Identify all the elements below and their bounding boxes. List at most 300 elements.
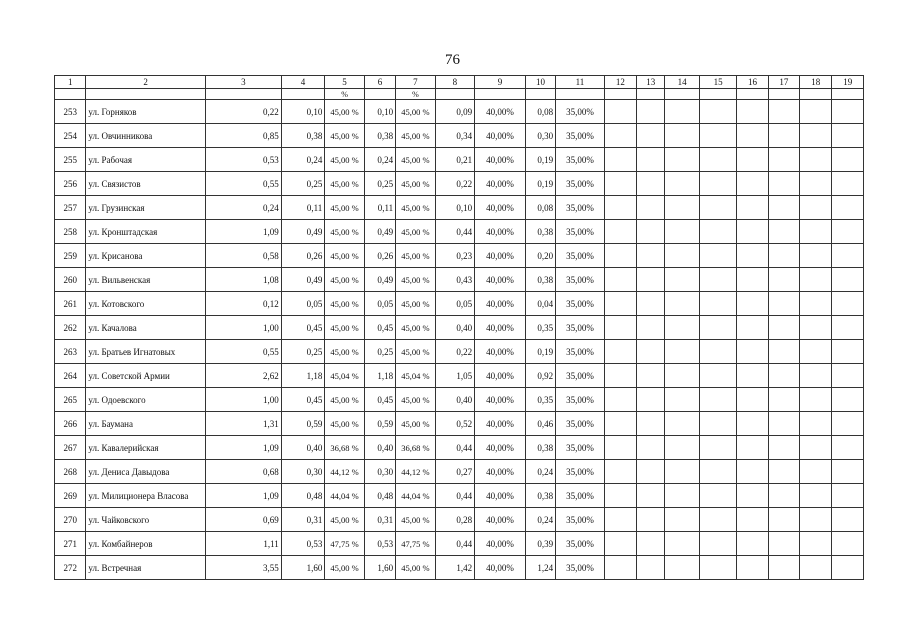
percent-cell: 45,00 %: [325, 172, 364, 196]
percent-cell: 40,00%: [475, 556, 526, 580]
empty-cell: [604, 460, 636, 484]
value-cell: 0,25: [281, 172, 325, 196]
value-cell: 0,04: [525, 292, 555, 316]
value-cell: 0,53: [205, 148, 281, 172]
street-name: ул. Одоевского: [86, 388, 205, 412]
percent-cell: 45,00 %: [325, 148, 364, 172]
street-name: ул. Котовского: [86, 292, 205, 316]
street-name: ул. Дениса Давыдова: [86, 460, 205, 484]
percent-cell: 45,00 %: [396, 508, 435, 532]
table-row: [55, 556, 864, 580]
empty-cell: [604, 100, 636, 124]
percent-cell: 40,00%: [475, 124, 526, 148]
empty-cell: [832, 460, 864, 484]
table-row: [55, 124, 864, 148]
empty-cell: [832, 388, 864, 412]
empty-cell: [665, 244, 699, 268]
empty-cell: [699, 532, 736, 556]
empty-cell: [768, 484, 799, 508]
percent-cell: 45,04 %: [396, 364, 435, 388]
value-cell: 0,49: [364, 220, 395, 244]
value-cell: 1,11: [205, 532, 281, 556]
column-header: 14: [665, 76, 699, 89]
table-row: [55, 316, 864, 340]
value-cell: 1,60: [364, 556, 395, 580]
empty-cell: [800, 556, 832, 580]
empty-cell: [665, 124, 699, 148]
value-cell: 0,45: [281, 388, 325, 412]
empty-cell: [737, 460, 768, 484]
empty-cell: [768, 388, 799, 412]
value-cell: 0,24: [525, 460, 555, 484]
value-cell: 0,24: [364, 148, 395, 172]
empty-cell: [637, 484, 665, 508]
percent-cell: 47,75 %: [396, 532, 435, 556]
value-cell: 0,44: [435, 484, 474, 508]
value-cell: 1,31: [205, 412, 281, 436]
empty-cell: [637, 556, 665, 580]
empty-cell: [832, 436, 864, 460]
street-name: ул. Советской Армии: [86, 364, 205, 388]
percent-cell: 35,00%: [556, 220, 605, 244]
empty-cell: [737, 532, 768, 556]
empty-cell: [665, 292, 699, 316]
percent-cell: 35,00%: [556, 412, 605, 436]
value-cell: 0,58: [205, 244, 281, 268]
value-cell: 0,43: [435, 268, 474, 292]
empty-cell: [768, 172, 799, 196]
column-header: 3: [205, 76, 281, 89]
column-header: 4: [281, 76, 325, 89]
table-row: [55, 148, 864, 172]
value-cell: 0,44: [435, 436, 474, 460]
percent-cell: 40,00%: [475, 532, 526, 556]
value-cell: 0,08: [525, 100, 555, 124]
value-cell: 0,45: [281, 316, 325, 340]
street-name: ул. Крисанова: [86, 244, 205, 268]
empty-cell: [665, 268, 699, 292]
column-header: 9: [475, 76, 526, 89]
value-cell: 1,42: [435, 556, 474, 580]
empty-cell: [737, 388, 768, 412]
column-header: 5: [325, 76, 364, 89]
empty-cell: [699, 172, 736, 196]
empty-cell: [800, 292, 832, 316]
value-cell: 0,21: [435, 148, 474, 172]
percent-cell: 45,00 %: [396, 268, 435, 292]
empty-cell: [665, 460, 699, 484]
empty-cell: [665, 340, 699, 364]
percent-cell: 45,00 %: [325, 340, 364, 364]
percent-cell: 45,00 %: [396, 388, 435, 412]
empty-cell: [832, 556, 864, 580]
empty-cell: [665, 364, 699, 388]
row-number: 257: [55, 196, 86, 220]
empty-cell: [699, 388, 736, 412]
value-cell: 0,19: [525, 172, 555, 196]
empty-cell: [637, 508, 665, 532]
table-row: [55, 220, 864, 244]
empty-cell: [665, 412, 699, 436]
table-row: [55, 508, 864, 532]
value-cell: 0,22: [205, 100, 281, 124]
value-cell: 1,00: [205, 388, 281, 412]
percent-cell: 40,00%: [475, 484, 526, 508]
empty-cell: [637, 460, 665, 484]
empty-cell: [737, 364, 768, 388]
value-cell: 0,19: [525, 148, 555, 172]
empty-cell: [832, 244, 864, 268]
percent-cell: 36,68 %: [396, 436, 435, 460]
column-header: 11: [556, 76, 605, 89]
percent-cell: 40,00%: [475, 244, 526, 268]
empty-cell: [699, 220, 736, 244]
row-number: 265: [55, 388, 86, 412]
percent-cell: 36,68 %: [325, 436, 364, 460]
row-number: 266: [55, 412, 86, 436]
empty-cell: [665, 100, 699, 124]
value-cell: 0,05: [364, 292, 395, 316]
empty-cell: [832, 412, 864, 436]
empty-cell: [604, 532, 636, 556]
value-cell: 0,53: [364, 532, 395, 556]
percent-cell: 45,00 %: [325, 412, 364, 436]
percent-cell: 45,00 %: [325, 316, 364, 340]
empty-cell: [800, 412, 832, 436]
empty-cell: [768, 532, 799, 556]
percent-cell: 35,00%: [556, 532, 605, 556]
empty-cell: [832, 268, 864, 292]
street-name: ул. Овчинникова: [86, 124, 205, 148]
value-cell: 0,48: [281, 484, 325, 508]
empty-cell: [737, 268, 768, 292]
value-cell: 0,10: [281, 100, 325, 124]
value-cell: 0,19: [525, 340, 555, 364]
empty-cell: [637, 220, 665, 244]
column-header: 15: [699, 76, 736, 89]
column-header: 17: [768, 76, 799, 89]
empty-cell: [604, 124, 636, 148]
empty-cell: [699, 556, 736, 580]
empty-cell: [699, 436, 736, 460]
value-cell: 0,40: [281, 436, 325, 460]
row-number: 267: [55, 436, 86, 460]
street-name: ул. Вильвенская: [86, 268, 205, 292]
street-name: ул. Братьев Игнатовых: [86, 340, 205, 364]
table-row: [55, 244, 864, 268]
value-cell: 0,49: [364, 268, 395, 292]
value-cell: 0,49: [281, 220, 325, 244]
value-cell: 1,00: [205, 316, 281, 340]
empty-cell: [832, 364, 864, 388]
empty-cell: [699, 124, 736, 148]
empty-cell: [737, 484, 768, 508]
percent-cell: 40,00%: [475, 436, 526, 460]
value-cell: 0,38: [281, 124, 325, 148]
value-cell: 0,40: [435, 316, 474, 340]
street-name: ул. Кронштадская: [86, 220, 205, 244]
value-cell: 0,11: [281, 196, 325, 220]
value-cell: 0,69: [205, 508, 281, 532]
table-row: [55, 412, 864, 436]
empty-cell: [737, 196, 768, 220]
empty-cell: [832, 124, 864, 148]
empty-cell: [768, 124, 799, 148]
empty-cell: [665, 172, 699, 196]
empty-cell: [737, 220, 768, 244]
row-number: 261: [55, 292, 86, 316]
value-cell: 0,38: [525, 220, 555, 244]
column-header: 2: [86, 76, 205, 89]
empty-cell: [737, 436, 768, 460]
empty-cell: [737, 244, 768, 268]
column-header: 18: [800, 76, 832, 89]
street-name: ул. Рабочая: [86, 148, 205, 172]
table-row: [55, 436, 864, 460]
street-name: ул. Баумана: [86, 412, 205, 436]
value-cell: 1,24: [525, 556, 555, 580]
empty-cell: [604, 244, 636, 268]
empty-cell: [737, 508, 768, 532]
value-cell: 0,28: [435, 508, 474, 532]
empty-cell: [699, 340, 736, 364]
empty-cell: [832, 172, 864, 196]
value-cell: 0,44: [435, 532, 474, 556]
percent-cell: 45,00 %: [325, 268, 364, 292]
value-cell: 0,38: [525, 268, 555, 292]
value-cell: 0,34: [435, 124, 474, 148]
value-cell: 0,59: [281, 412, 325, 436]
empty-cell: [604, 268, 636, 292]
percent-cell: 45,00 %: [325, 388, 364, 412]
empty-cell: [665, 148, 699, 172]
percent-cell: 35,00%: [556, 172, 605, 196]
table-row: [55, 268, 864, 292]
empty-cell: [768, 244, 799, 268]
empty-cell: [832, 508, 864, 532]
street-name: ул. Связистов: [86, 172, 205, 196]
value-cell: 0,11: [364, 196, 395, 220]
empty-cell: [665, 436, 699, 460]
value-cell: 1,60: [281, 556, 325, 580]
value-cell: 0,05: [281, 292, 325, 316]
empty-cell: [604, 316, 636, 340]
value-cell: 1,09: [205, 484, 281, 508]
percent-cell: 45,00 %: [325, 196, 364, 220]
percent-cell: 45,00 %: [396, 340, 435, 364]
row-number: 253: [55, 100, 86, 124]
value-cell: 0,25: [364, 172, 395, 196]
percent-cell: 40,00%: [475, 148, 526, 172]
percent-cell: 45,04 %: [325, 364, 364, 388]
empty-cell: [768, 412, 799, 436]
value-cell: 0,05: [435, 292, 474, 316]
empty-cell: [768, 436, 799, 460]
percent-cell: 40,00%: [475, 340, 526, 364]
percent-cell: 45,00 %: [325, 508, 364, 532]
row-number: 262: [55, 316, 86, 340]
percent-cell: 35,00%: [556, 556, 605, 580]
value-cell: 0,30: [281, 460, 325, 484]
value-cell: 0,27: [435, 460, 474, 484]
empty-cell: [832, 316, 864, 340]
percent-cell: 35,00%: [556, 316, 605, 340]
empty-cell: [637, 388, 665, 412]
empty-cell: [604, 556, 636, 580]
percent-cell: 45,00 %: [396, 316, 435, 340]
percent-cell: 35,00%: [556, 244, 605, 268]
value-cell: 0,40: [364, 436, 395, 460]
percent-cell: 45,00 %: [325, 220, 364, 244]
empty-cell: [737, 124, 768, 148]
percent-cell: 35,00%: [556, 484, 605, 508]
empty-cell: [699, 148, 736, 172]
value-cell: 0,39: [525, 532, 555, 556]
column-header: 10: [525, 76, 555, 89]
empty-cell: [737, 412, 768, 436]
empty-cell: [637, 100, 665, 124]
percent-cell: 44,04 %: [396, 484, 435, 508]
street-name: ул. Встречная: [86, 556, 205, 580]
value-cell: 0,22: [435, 340, 474, 364]
row-number: 268: [55, 460, 86, 484]
street-name: ул. Кавалерийская: [86, 436, 205, 460]
percent-cell: 35,00%: [556, 460, 605, 484]
continuation-cell: %: [396, 89, 435, 100]
value-cell: 0,46: [525, 412, 555, 436]
value-cell: 3,55: [205, 556, 281, 580]
empty-cell: [800, 172, 832, 196]
row-number: 271: [55, 532, 86, 556]
empty-cell: [768, 196, 799, 220]
value-cell: 1,18: [281, 364, 325, 388]
empty-cell: [800, 436, 832, 460]
column-header: 12: [604, 76, 636, 89]
percent-cell: 40,00%: [475, 316, 526, 340]
empty-cell: [800, 316, 832, 340]
row-number: 258: [55, 220, 86, 244]
percent-cell: 45,00 %: [396, 556, 435, 580]
percent-cell: 35,00%: [556, 148, 605, 172]
value-cell: 0,08: [525, 196, 555, 220]
empty-cell: [768, 508, 799, 532]
value-cell: 0,24: [525, 508, 555, 532]
value-cell: 0,26: [281, 244, 325, 268]
empty-cell: [768, 292, 799, 316]
row-number: 256: [55, 172, 86, 196]
percent-cell: 45,00 %: [396, 244, 435, 268]
value-cell: 0,85: [205, 124, 281, 148]
value-cell: 0,22: [435, 172, 474, 196]
empty-cell: [832, 148, 864, 172]
value-cell: 1,09: [205, 436, 281, 460]
empty-cell: [604, 196, 636, 220]
column-header: 8: [435, 76, 474, 89]
value-cell: 0,45: [364, 316, 395, 340]
value-cell: 0,92: [525, 364, 555, 388]
empty-cell: [637, 148, 665, 172]
percent-cell: 35,00%: [556, 436, 605, 460]
row-number: 255: [55, 148, 86, 172]
percent-cell: 45,00 %: [325, 124, 364, 148]
table-row: [55, 388, 864, 412]
value-cell: 0,45: [364, 388, 395, 412]
empty-cell: [800, 148, 832, 172]
column-header: 7: [396, 76, 435, 89]
value-cell: 1,09: [205, 220, 281, 244]
row-number: 264: [55, 364, 86, 388]
continuation-row: [55, 89, 864, 100]
value-cell: 0,38: [525, 484, 555, 508]
empty-cell: [768, 268, 799, 292]
empty-cell: [604, 172, 636, 196]
empty-cell: [665, 388, 699, 412]
empty-cell: [604, 364, 636, 388]
percent-cell: 35,00%: [556, 124, 605, 148]
empty-cell: [699, 268, 736, 292]
value-cell: 0,31: [364, 508, 395, 532]
percent-cell: 45,00 %: [396, 196, 435, 220]
street-name: ул. Милиционера Власова: [86, 484, 205, 508]
column-number-row: [55, 76, 864, 89]
value-cell: 0,10: [435, 196, 474, 220]
percent-cell: 40,00%: [475, 388, 526, 412]
percent-cell: 35,00%: [556, 340, 605, 364]
percent-cell: 45,00 %: [396, 220, 435, 244]
empty-cell: [665, 556, 699, 580]
percent-cell: 45,00 %: [325, 292, 364, 316]
value-cell: 1,08: [205, 268, 281, 292]
percent-cell: 45,00 %: [396, 100, 435, 124]
empty-cell: [832, 100, 864, 124]
empty-cell: [768, 460, 799, 484]
value-cell: 0,49: [281, 268, 325, 292]
empty-cell: [768, 220, 799, 244]
empty-cell: [800, 364, 832, 388]
percent-cell: 45,00 %: [325, 244, 364, 268]
empty-cell: [637, 532, 665, 556]
empty-cell: [637, 172, 665, 196]
empty-cell: [737, 340, 768, 364]
table-row: [55, 196, 864, 220]
column-header: 1: [55, 76, 86, 89]
empty-cell: [604, 388, 636, 412]
empty-cell: [737, 292, 768, 316]
value-cell: 0,31: [281, 508, 325, 532]
empty-cell: [637, 340, 665, 364]
empty-cell: [699, 484, 736, 508]
column-header: 13: [637, 76, 665, 89]
value-cell: 0,26: [364, 244, 395, 268]
street-name: ул. Чайковского: [86, 508, 205, 532]
value-cell: 0,10: [364, 100, 395, 124]
empty-cell: [637, 316, 665, 340]
empty-cell: [832, 484, 864, 508]
empty-cell: [604, 148, 636, 172]
empty-cell: [604, 508, 636, 532]
percent-cell: 35,00%: [556, 508, 605, 532]
empty-cell: [665, 484, 699, 508]
empty-cell: [699, 364, 736, 388]
percent-cell: 45,00 %: [325, 556, 364, 580]
empty-cell: [737, 556, 768, 580]
table-row: [55, 460, 864, 484]
percent-cell: 35,00%: [556, 196, 605, 220]
empty-cell: [800, 460, 832, 484]
empty-cell: [832, 292, 864, 316]
empty-cell: [637, 124, 665, 148]
empty-cell: [604, 292, 636, 316]
